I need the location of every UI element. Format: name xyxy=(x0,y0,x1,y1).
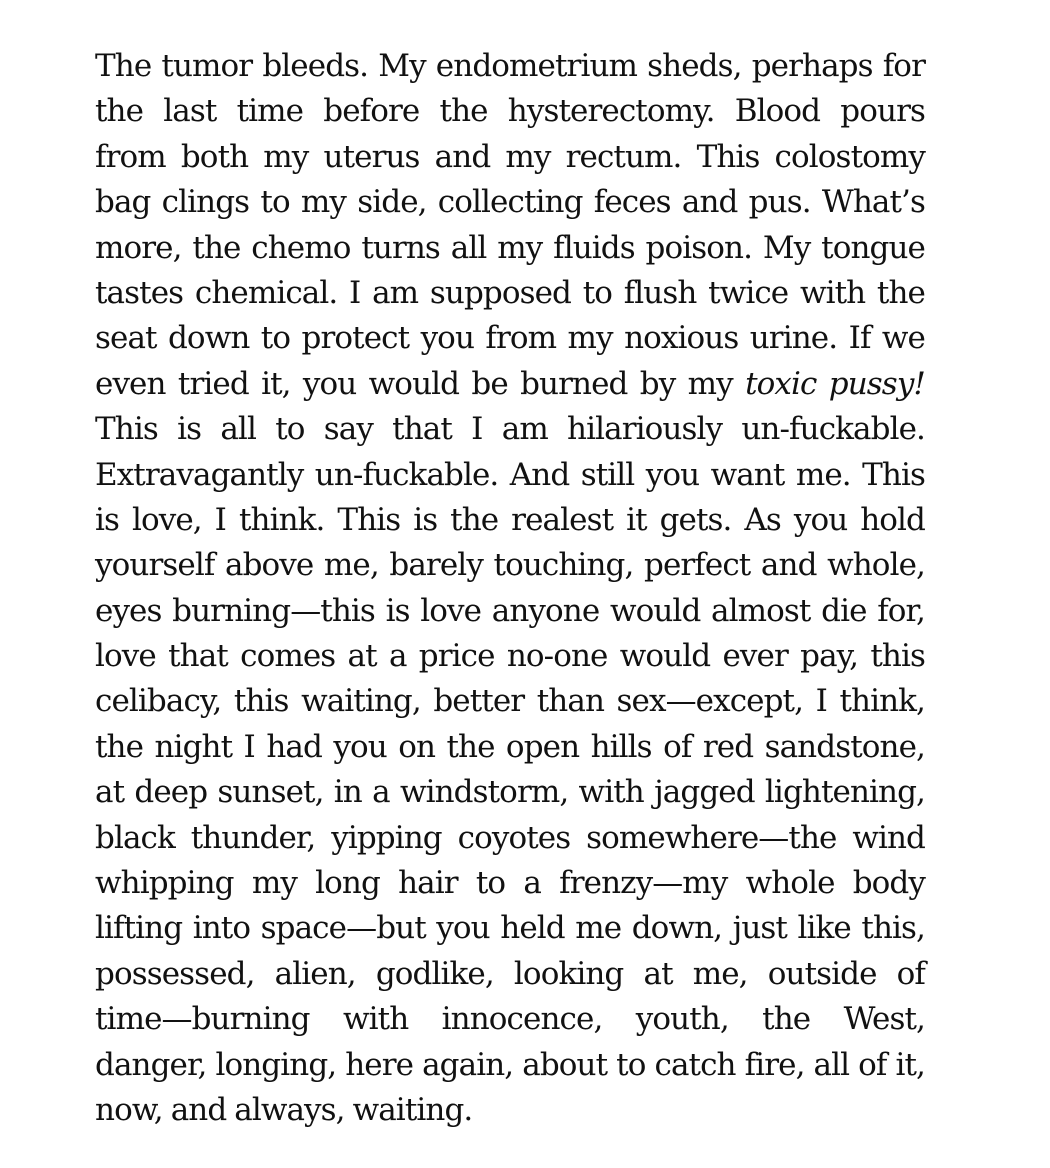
text-line: lifting into space—but you held me down, just like this, xyxy=(95,910,925,947)
text-line: yourself above me, barely touching, perfect and whole, xyxy=(95,547,925,584)
text-line: black thunder, yipping coyotes somewhere—the wind xyxy=(95,819,925,856)
italic-emphasis: toxic pussy! xyxy=(745,365,925,402)
text-line-roman: even tried it, you would be burned by my xyxy=(95,365,746,402)
text-line: Extravagantly un-fuckable. And still you want me. This xyxy=(95,456,925,493)
text-page xyxy=(95,44,925,1133)
text-line: the night I had you on the open hills of red sandstone, xyxy=(95,728,925,765)
text-line: This is all to say that I am hilariously un-fuckable. xyxy=(95,411,925,448)
paragraph xyxy=(95,44,925,1133)
text-line: The tumor bleeds. My endometrium sheds, perhaps for xyxy=(95,48,925,84)
text-line: danger, longing, here again, about to catch fire, all of it, xyxy=(95,1046,925,1083)
text-line: whipping my long hair to a frenzy—my whole body xyxy=(95,865,925,902)
text-line: now, and always, waiting. xyxy=(95,1091,473,1128)
text-line: from both my uterus and my rectum. This colostomy xyxy=(95,138,925,175)
text-line: the last time before the hysterectomy. Blood pours xyxy=(95,93,925,130)
text-line: love that comes at a price no-one would ever pay, this xyxy=(95,638,925,675)
text-line: eyes burning—this is love anyone would almost die for, xyxy=(95,592,925,629)
text-line: celibacy, this waiting, better than sex—except, I think, xyxy=(95,683,925,720)
text-line xyxy=(95,362,925,407)
text-line: more, the chemo turns all my fluids poison. My tongue xyxy=(95,229,925,266)
text-line: time—burning with innocence, youth, the West, xyxy=(95,1001,925,1038)
text-line: possessed, alien, godlike, looking at me, outside of xyxy=(95,955,925,992)
text-line: seat down to protect you from my noxious urine. If we xyxy=(95,320,925,357)
text-line: at deep sunset, in a windstorm, with jagged lightening, xyxy=(95,774,925,811)
text-line: tastes chemical. I am supposed to flush twice with the xyxy=(95,274,925,311)
text-line: bag clings to my side, collecting feces and pus. What’s xyxy=(95,184,925,221)
text-line: is love, I think. This is the realest it gets. As you hold xyxy=(95,501,925,538)
